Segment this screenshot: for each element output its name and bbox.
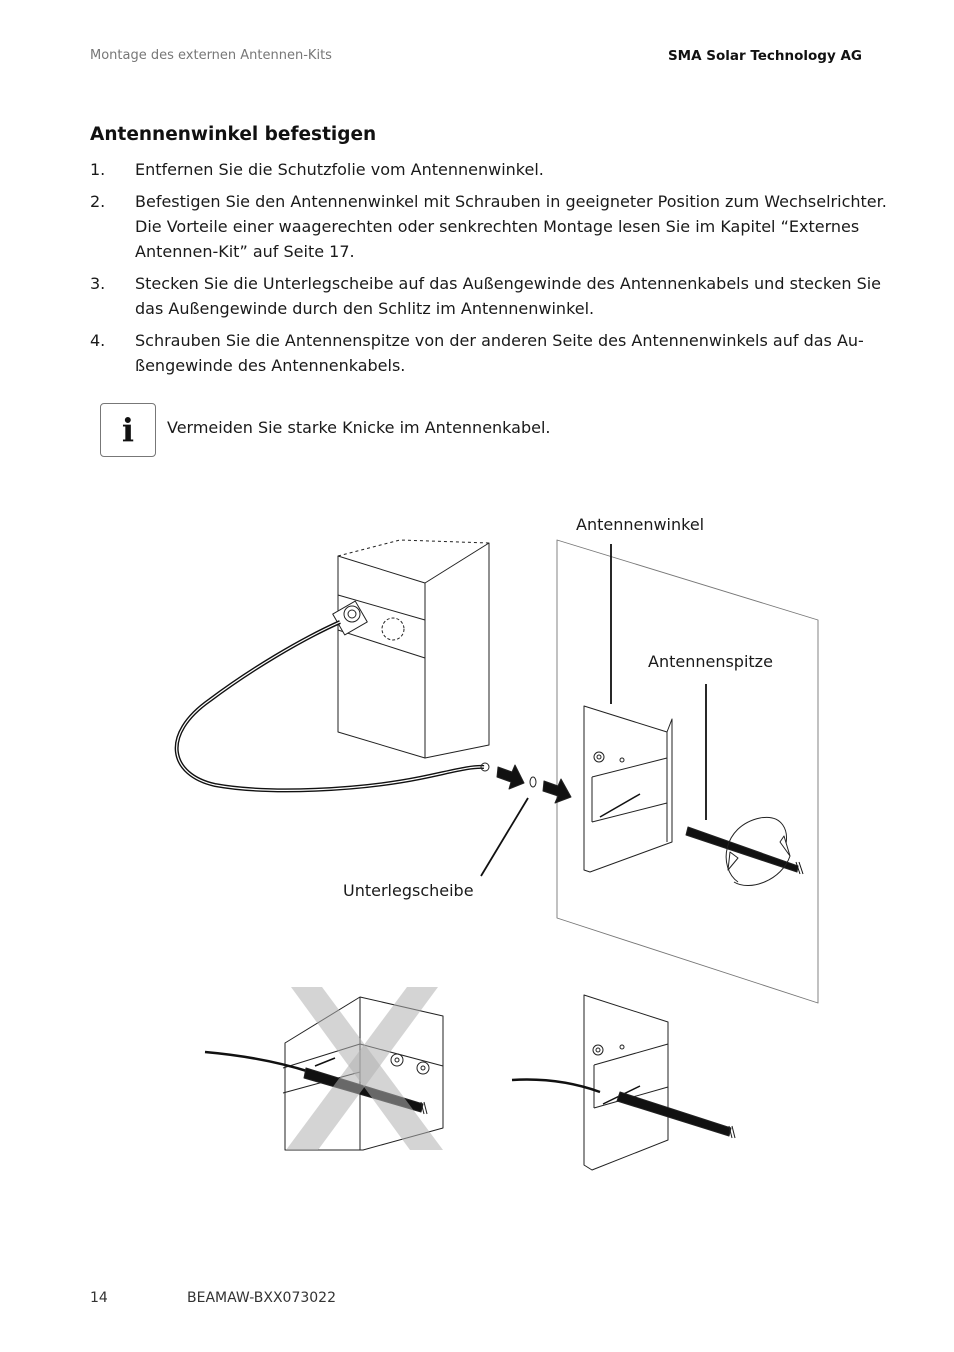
step-line: Befestigen Sie den Antennenwinkel mit Schrauben in geeigneter Position zum Wechselrichter. xyxy=(135,192,887,211)
label-antenna-tip: Antennenspitze xyxy=(648,652,773,671)
inverter-housing xyxy=(333,540,489,758)
info-glyph: i xyxy=(121,411,135,449)
step-line: Antennen-Kit” auf Seite 17. xyxy=(135,242,355,261)
document-id: BEAMAW-BXX073022 xyxy=(187,1290,336,1306)
antenna-bracket xyxy=(584,706,672,872)
label-washer: Unterlegscheibe xyxy=(343,881,474,900)
wrong-mounting xyxy=(205,987,443,1150)
section-heading: Antennenwinkel befestigen xyxy=(90,124,377,145)
page-number: 14 xyxy=(90,1290,108,1306)
step-line: Die Vorteile einer waagerechten oder senkrechten Montage lesen Sie im Kapitel “Externes xyxy=(135,217,860,236)
header-company: SMA Solar Technology AG xyxy=(667,48,862,64)
step-number: 2. xyxy=(90,192,106,211)
step-line: Schrauben Sie die Antennenspitze von der anderen Seite des Antennenwinkels auf das Au- xyxy=(135,331,864,350)
step-number: 4. xyxy=(90,331,106,350)
arrow-right-1 xyxy=(497,765,524,789)
info-note: Vermeiden Sie starke Knicke im Antennenkabel. xyxy=(167,418,551,437)
header-section-title: Montage des externen Antennen-Kits xyxy=(90,48,332,63)
step-number: 1. xyxy=(90,160,106,179)
leader-washer xyxy=(481,798,528,876)
washer xyxy=(530,777,536,787)
step-line: Stecken Sie die Unterlegscheibe auf das Außengewinde des Antennenkabels und stecken Sie xyxy=(135,274,882,293)
step-number: 3. xyxy=(90,274,106,293)
correct-mounting xyxy=(512,995,735,1170)
step-line: das Außengewinde durch den Schlitz im Antennenwinkel. xyxy=(135,299,595,318)
step-line: Entfernen Sie die Schutzfolie vom Antennenwinkel. xyxy=(135,160,544,179)
step-line: ßengewinde des Antennenkabels. xyxy=(135,356,406,375)
label-antenna-bracket: Antennenwinkel xyxy=(576,515,705,534)
antenna-tip xyxy=(686,827,803,874)
